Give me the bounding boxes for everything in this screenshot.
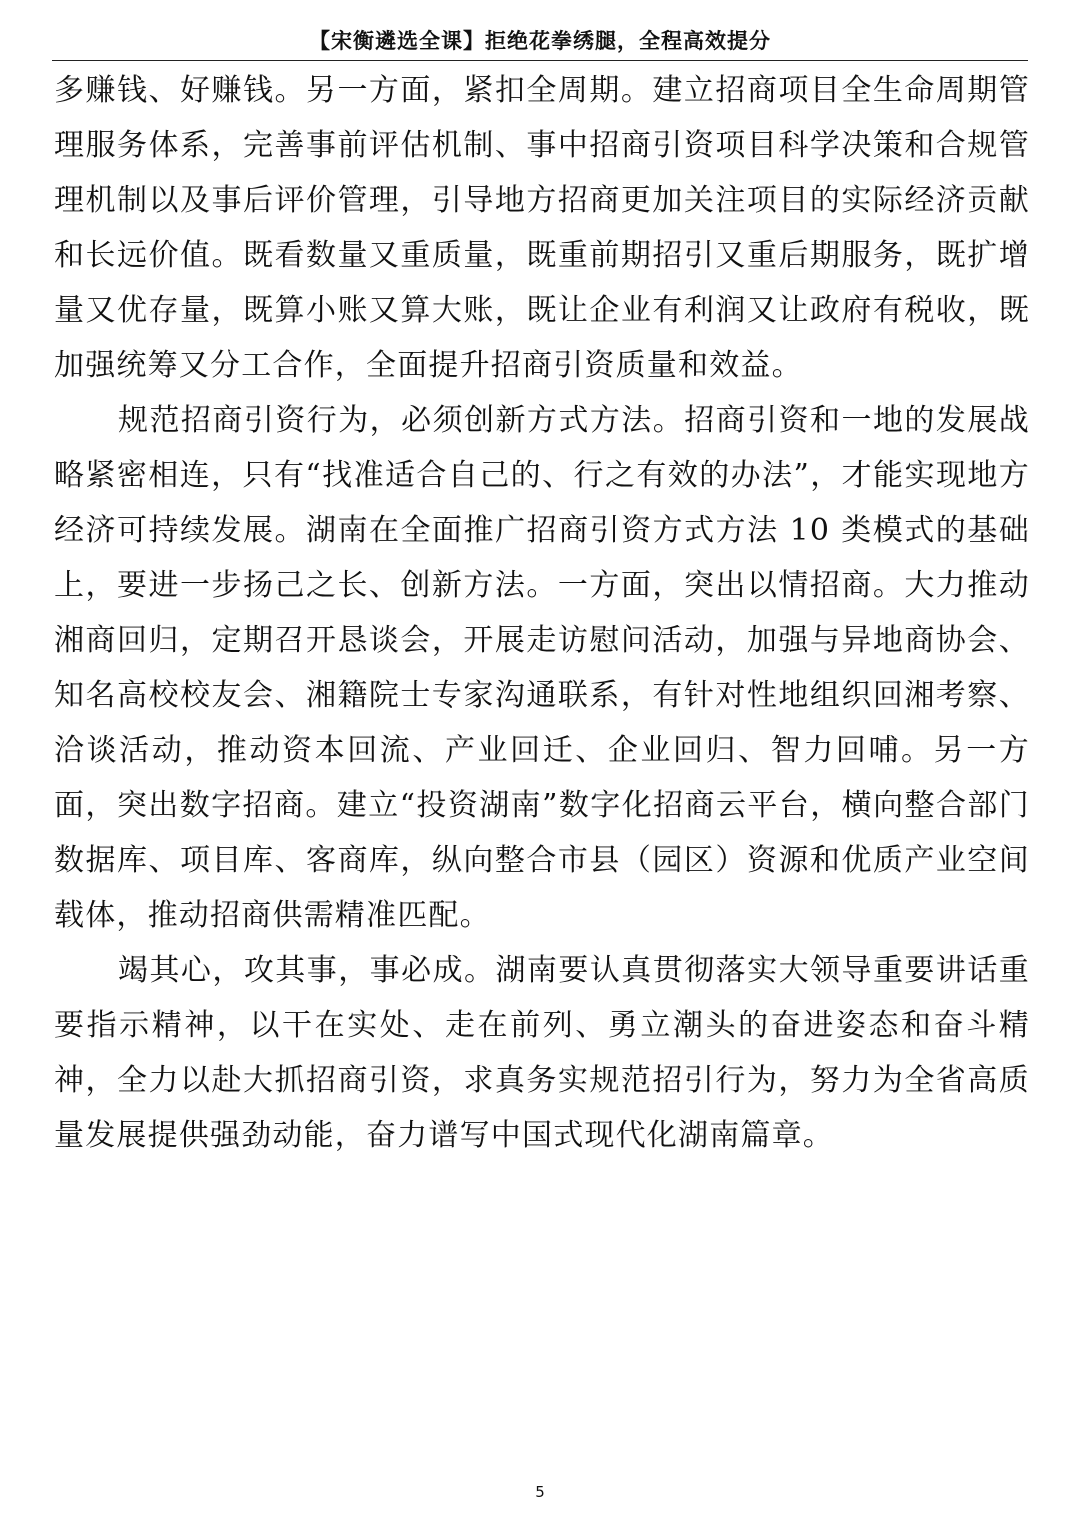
paragraph-continued: 多赚钱、好赚钱。另一方面，紧扣全周期。建立招商项目全生命周期管理服务体系，完善事前评估机制、事中招商引资项目科学决策和合规管理机制以及事后评价管理，引导地方招商更加关注项目的实际经济贡献和长远价值。既看数量又重质量，既重前期招引又重后期服务，既扩增量又优存量，既算小账又算大账，既让企业有利润又让政府有税收，既加强统筹又分工合作，全面提升招商引资质量和效益。 (54, 73, 1030, 383)
page-header: 【宋衡遴选全课】拒绝花拳绣腿，全程高效提分 (309, 29, 771, 53)
header-divider (52, 60, 1028, 61)
page-number: 5 (535, 1483, 545, 1501)
paragraph-conclusion: 竭其心，攻其事，事必成。湖南要认真贯彻落实大领导重要讲话重要指示精神，以干在实处、走在前列、勇立潮头的奋进姿态和奋斗精神，全力以赴大抓招商引资，求真务实规范招引行为，努力为全省高质量发展提供强劲动能，奋力谱写中国式现代化湖南篇章。 (54, 953, 1030, 1153)
document-body (54, 63, 1030, 1163)
paragraph-innovation: 规范招商引资行为，必须创新方式方法。招商引资和一地的发展战略紧密相连，只有“找准适合自己的、行之有效的办法”，才能实现地方经济可持续发展。湖南在全面推广招商引资方式方法 10 类模式的基础上，要进一步扬己之长、创新方法。一方面，突出以情招商。大力推动湘商回归，定期召开恳谈会，开展走访慰问活动，加强与异地商协会、知名高校校友会、湘籍院士专家沟通联系，有针对性地组织回湘考察、洽谈活动，推动资本回流、产业回迁、企业回归、智力回哺。另一方面，突出数字招商。建立“投资湖南”数字化招商云平台，横向整合部门数据库、项目库、客商库，纵向整合市县（园区）资源和优质产业空间载体，推动招商供需精准匹配。 (54, 403, 1030, 933)
